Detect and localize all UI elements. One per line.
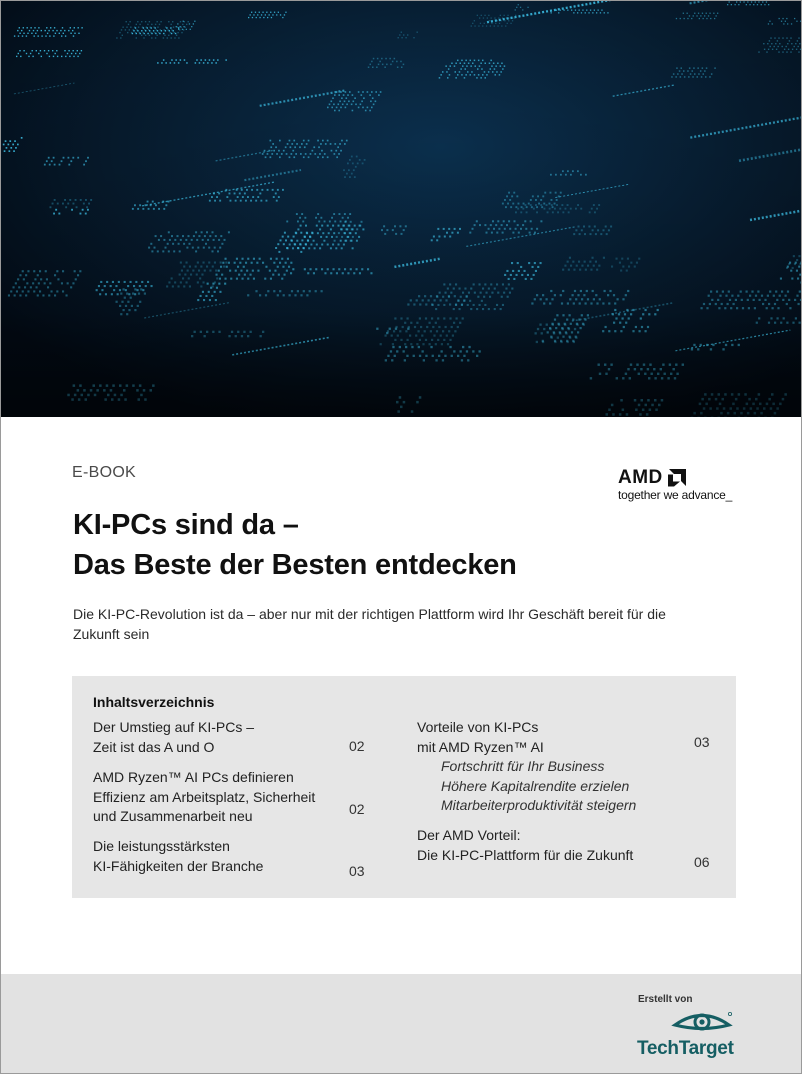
- table-of-contents: [72, 676, 736, 898]
- page-title: [73, 505, 713, 585]
- toc-entry-line: Zeit ist das A und O: [93, 738, 215, 755]
- toc-heading: Inhaltsverzeichnis: [93, 694, 215, 710]
- toc-entry-line: Die leistungsstärksten: [93, 838, 230, 854]
- toc-entry-line: und Zusammenarbeit neu: [93, 808, 253, 824]
- amd-logo[interactable]: [618, 467, 748, 507]
- amd-wordmark: AMD: [618, 467, 663, 488]
- circuit-board-illustration: [1, 1, 801, 417]
- toc-subentry[interactable]: Höhere Kapitalrendite erzielen: [441, 777, 630, 794]
- toc-entry-line: mit AMD Ryzen™ AI: [417, 738, 544, 755]
- techtarget-logo[interactable]: [635, 1008, 735, 1064]
- toc-entry-vorteile[interactable]: [417, 718, 687, 816]
- toc-entry-line: AMD Ryzen™ AI PCs definieren: [93, 769, 294, 785]
- footer-bar: [1, 974, 801, 1073]
- toc-entry-line: Die KI-PC-Plattform für die Zukunft: [417, 846, 634, 863]
- toc-entry-ki-faehigkeiten[interactable]: [93, 837, 343, 876]
- amd-arrow-icon: [668, 469, 686, 487]
- toc-page-number: 03: [349, 863, 365, 879]
- toc-entry-line: Der Umstieg auf KI-PCs –: [93, 719, 255, 735]
- hero-circuit-image: [1, 1, 801, 417]
- document-type-label: E-BOOK: [72, 464, 137, 481]
- subtitle: Die KI-PC-Revolution ist da – aber nur mit der richtigen Plattform wird Ihr Geschäft bereit für die Zukunft sein: [73, 606, 666, 642]
- toc-page-number: 02: [349, 738, 365, 754]
- toc-page-number: 06: [694, 854, 710, 870]
- title-line-1: KI-PCs sind da –: [73, 509, 299, 541]
- toc-entry-amd-vorteil[interactable]: [417, 826, 687, 865]
- toc-entry-line: Effizienz am Arbeitsplatz, Sicherheit: [93, 788, 316, 805]
- toc-entry-line: Der AMD Vorteil:: [417, 827, 521, 843]
- eye-icon: [635, 1008, 735, 1042]
- title-line-2: Das Beste der Besten entdecken: [73, 549, 517, 581]
- toc-entry-line: Vorteile von KI-PCs: [417, 719, 539, 735]
- created-by-label: Erstellt von: [638, 994, 693, 1005]
- amd-tagline: together we advance_: [618, 488, 733, 502]
- toc-subentry[interactable]: Fortschritt für Ihr Business: [441, 758, 605, 774]
- toc-entry-ryzen-ai-pcs[interactable]: [93, 768, 343, 827]
- toc-subentry[interactable]: Mitarbeiterproduktivität steigern: [441, 797, 637, 813]
- techtarget-wordmark: TechTarget: [637, 1038, 734, 1059]
- toc-entry-line: KI-Fähigkeiten der Branche: [93, 857, 264, 874]
- toc-page-number: 03: [694, 734, 710, 750]
- toc-entry-umstieg[interactable]: [93, 718, 343, 757]
- toc-page-number: 02: [349, 801, 365, 817]
